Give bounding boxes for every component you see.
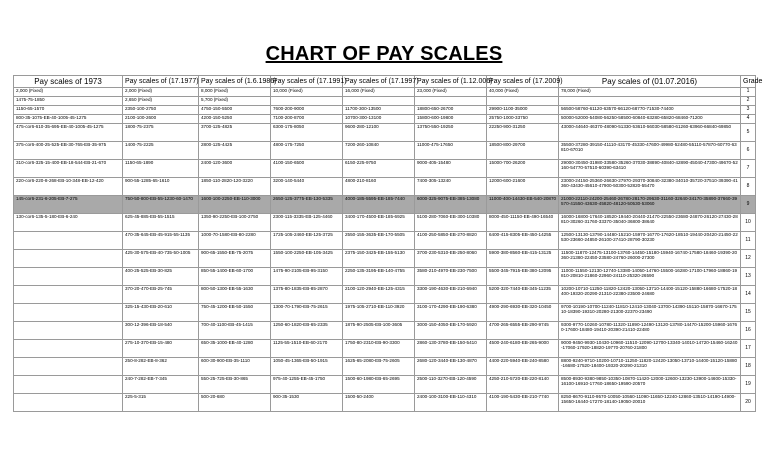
table-cell: 600-30-900-EB-35-1110 bbox=[199, 358, 271, 376]
table-cell: 25750-1000-33750 bbox=[487, 115, 559, 124]
table-cell: 300-12-396-EB-18-540 bbox=[123, 322, 199, 340]
table-cell: 2400-100-3100-EB-110-4310 bbox=[415, 394, 487, 412]
table-cell: 10200-10710-11250-11820-12420-13050-13710-14400-15120-15880-16680-17520-18400-19320-20290-21310-22380-23500-24680 bbox=[559, 286, 741, 304]
table-cell bbox=[487, 97, 559, 106]
table-cell: 375-cor6-400-25-525-EB-30-765-EB-35-975 bbox=[14, 142, 123, 160]
table-cell: 1400-75-2225 bbox=[123, 142, 199, 160]
table-cell: 1250-60-1820-EB-65-2335 bbox=[271, 322, 343, 340]
table-cell: 11000-11550-12130-12740-13380-14050-14760-15500-16280-17100-17960-18860-19810-20810-21860-22960-24110-25320-26590 bbox=[559, 268, 741, 286]
table-cell: 650-35-1000-EB-40-1280 bbox=[199, 340, 271, 358]
table-cell: 1475-90-2105-EB-95-3150 bbox=[271, 268, 343, 286]
header-cell: Pay scales of 1973 bbox=[14, 76, 123, 88]
table-cell: 4100-190-5430-EB-210-7740 bbox=[487, 394, 559, 412]
table-cell: 1975-105-2710-EB-110-3920 bbox=[343, 304, 415, 322]
table-cell: 2,000 (Fixed) bbox=[123, 88, 199, 97]
table-cell: 2250-135-3195-EB-140-4755 bbox=[343, 268, 415, 286]
table-cell: 240-7-282-EB-7-345 bbox=[123, 376, 199, 394]
table-cell: 13750-550-19250 bbox=[415, 124, 487, 142]
table-cell: 130-cor6-135-5-180-EB-6-240 bbox=[14, 214, 123, 232]
grade-cell: 8 bbox=[741, 178, 756, 196]
table-cell: 470-35-645-EB-45-915-55-1135 bbox=[123, 232, 199, 250]
table-row bbox=[14, 214, 756, 232]
table-cell: 18800-650-26700 bbox=[415, 106, 487, 115]
grade-cell: 7 bbox=[741, 160, 756, 178]
grade-cell: 18 bbox=[741, 358, 756, 376]
table-cell: 12000-600-21600 bbox=[487, 178, 559, 196]
grade-cell: 11 bbox=[741, 232, 756, 250]
table-cell: 900-55-1285-65-1610 bbox=[123, 178, 199, 196]
table-cell: 550-25-725-EB-30-865 bbox=[199, 376, 271, 394]
table-cell: 40,000 (Fixed) bbox=[487, 88, 559, 97]
table-cell bbox=[14, 250, 123, 268]
table-row bbox=[14, 124, 756, 142]
table-row bbox=[14, 178, 756, 196]
grade-cell: 17 bbox=[741, 340, 756, 358]
table-cell: 7200-260-10840 bbox=[343, 142, 415, 160]
table-cell: 1475-75-1850 bbox=[14, 97, 123, 106]
table-cell bbox=[14, 340, 123, 358]
table-cell: 6400-415-8305-EB-450-14255 bbox=[487, 232, 559, 250]
header-cell: Pay scales of (17.2009) bbox=[487, 76, 559, 88]
table-cell: 4100-150-6500 bbox=[271, 160, 343, 178]
grade-cell: 9 bbox=[741, 196, 756, 214]
table-cell: 900-35-1530 bbox=[271, 394, 343, 412]
table-cell: 1600-100-2250-EB-110-3000 bbox=[199, 196, 271, 214]
table-row bbox=[14, 232, 756, 250]
table-cell: 4000-185-5595-EB-185-7440 bbox=[343, 196, 415, 214]
table-cell: 43000-44640-46370-48090-51330-53610-56030-58580-61260-63960-66840-69850 bbox=[559, 124, 741, 142]
table-cell: 11000-400-14430-EB-540-20870 bbox=[487, 196, 559, 214]
table-cell: 310-cor6-325-15-400-EB-18-544-EB-21-670 bbox=[14, 160, 123, 178]
table-cell: 2800-125-4425 bbox=[199, 142, 271, 160]
table-row bbox=[14, 115, 756, 124]
header-cell: Pay scales of (1.6.1986) bbox=[199, 76, 271, 88]
table-cell: 18500-800-29700 bbox=[487, 142, 559, 160]
table-cell: 7100-200-8700 bbox=[271, 115, 343, 124]
table-cell: 2550-155-3635-EB-170-5505 bbox=[343, 232, 415, 250]
table-cell: 1150-65-1890 bbox=[123, 160, 199, 178]
table-cell: 78,000 (Fixed) bbox=[559, 88, 741, 97]
table-cell: 21000-22110-24200-25460-26780-28170-29630-31160-32640-34170-35890-37660-39570-41550-43630-45820-48120-50530-53060 bbox=[559, 196, 741, 214]
table-cell: 800-35-1075-EB-40-1005-45-1275 bbox=[14, 115, 123, 124]
table-row bbox=[14, 97, 756, 106]
table-cell: 1625-65-2080-EB-75-2605 bbox=[343, 358, 415, 376]
grade-cell: 6 bbox=[741, 142, 756, 160]
table-cell: 4800-175-7250 bbox=[271, 142, 343, 160]
table-cell: 23,000 (Fixed) bbox=[415, 88, 487, 97]
table-cell: 220-cor6-220-8-268-EB-10-348-EB-12-420 bbox=[14, 178, 123, 196]
table-cell: 1300-70-1790-EB-75-2615 bbox=[271, 304, 343, 322]
table-cell: 1150-65-1570 bbox=[14, 106, 123, 115]
table-row bbox=[14, 376, 756, 394]
table-cell: 5900-380-8560-EB-415-13125 bbox=[487, 250, 559, 268]
grade-cell: 13 bbox=[741, 268, 756, 286]
table-cell: 2860-130-3780-EB-150-5410 bbox=[415, 340, 487, 358]
table-cell: 9000-9450-9930-10430-10960-11510-12090-12700-13340-14010-14720-15460-16240-17060-17920-18820-19770-20760-21800 bbox=[559, 340, 741, 358]
table-row bbox=[14, 250, 756, 268]
grade-cell: 16 bbox=[741, 322, 756, 340]
table-row bbox=[14, 88, 756, 97]
table-cell: 12500-13130-13790-14480-15210-15970-16770-17620-18510-19440-20420-21450-22530-23660-24850-26100-27410-28790-30230 bbox=[559, 232, 741, 250]
table-cell: 23000-24150-25360-26630-27970-29370-30840-32380-34010-35720-37510-39390-41360-43430-45610-47900-50300-52820-55470 bbox=[559, 178, 741, 196]
grade-cell: 15 bbox=[741, 304, 756, 322]
table-cell: 625-45-885-EB-55-1515 bbox=[123, 214, 199, 232]
table-cell: 3200-140-5440 bbox=[271, 178, 343, 196]
pay-scales-table bbox=[13, 75, 763, 412]
table-cell: 3400-170-4500-EB-185-6925 bbox=[343, 214, 415, 232]
table-cell: 29000-30450-31980-33580-35260-37030-38890-40840-42890-45040-47300-49670-52160-54770-57510-60390-63410 bbox=[559, 160, 741, 178]
table-cell: 4900-290-6930-EB-320-10450 bbox=[487, 304, 559, 322]
table-cell: 225-5-315 bbox=[123, 394, 199, 412]
table-cell: 5200-320-7440-EB-345-11235 bbox=[487, 286, 559, 304]
table-cell: 2100-100-2600 bbox=[123, 115, 199, 124]
table-cell: 4700-265-6555-EB-290-9745 bbox=[487, 322, 559, 340]
table-body bbox=[14, 88, 756, 412]
table-cell: 6000-325-9075-EB-385-13080 bbox=[415, 196, 487, 214]
table-cell: 3580-210-4970-EB-230-7500 bbox=[415, 268, 487, 286]
table-row bbox=[14, 394, 756, 412]
table-cell: 3100-170-4290-EB-190-6380 bbox=[415, 304, 487, 322]
table-header-row bbox=[14, 76, 756, 88]
table-cell: 1850-110-2820-120-3220 bbox=[199, 178, 271, 196]
grade-cell: 4 bbox=[741, 115, 756, 124]
table-cell: 16000-16800-17640-18520-19440-20440-21470-22550-23680-24870-26120-27430-28810-30260-31760-33370-35040-36800-38640 bbox=[559, 214, 741, 232]
table-cell: 475-cor6-610-35-695-EB-40-1005-45-1275 bbox=[14, 124, 123, 142]
grade-cell: 2 bbox=[741, 97, 756, 106]
table-cell: 8800-9240-9710-10200-10710-11250-11820-12420-13050-13710-14400-15120-15880-16680-17520-18400-19320-20290-21310 bbox=[559, 358, 741, 376]
table-row bbox=[14, 142, 756, 160]
header-cell: Pay scales of (17.1997) bbox=[343, 76, 415, 88]
grade-cell: 1 bbox=[741, 88, 756, 97]
table-cell: 2300-115-3335-EB-125-4460 bbox=[271, 214, 343, 232]
grade-cell: 14 bbox=[741, 286, 756, 304]
table-cell: 2,650 (Fixed) bbox=[123, 97, 199, 106]
table-cell bbox=[271, 97, 343, 106]
table-cell bbox=[14, 322, 123, 340]
table-cell: 9700-10190-10700-11240-11810-12410-13040-13700-14390-15110-15870-16670-17510-18390-19310-20280-21300-22370-23490 bbox=[559, 304, 741, 322]
table-row bbox=[14, 340, 756, 358]
table-cell: 4800-210-8160 bbox=[343, 178, 415, 196]
table-row bbox=[14, 286, 756, 304]
table-cell: 6150-225-9750 bbox=[343, 160, 415, 178]
table-cell: 975-40-1255-EB-45-1750 bbox=[271, 376, 343, 394]
table-cell: 4400-220-5940-EB-240-8580 bbox=[487, 358, 559, 376]
table-cell bbox=[14, 304, 123, 322]
table-cell: 22250-900-31250 bbox=[487, 124, 559, 142]
table-cell: 145-cor6-231-6-205-EB-7-275 bbox=[14, 196, 123, 214]
table-cell: 11500-11870-12475-13100-13760-14450-15180-15940-16740-17580-18460-19390-20360-21380-22450-23580-24760-26000-27300 bbox=[559, 250, 741, 268]
table-cell bbox=[559, 97, 741, 106]
header-cell: Pay scales of (1.12.006) bbox=[415, 76, 487, 88]
table-cell: 1350-90-2250-EB-100-2750 bbox=[199, 214, 271, 232]
table-cell: 400-25-525-EB-30-825 bbox=[123, 268, 199, 286]
table-cell: 2650-125-3775-EB-130-5335 bbox=[271, 196, 343, 214]
table-cell: 4250-210-5720-EB-220-8140 bbox=[487, 376, 559, 394]
table-cell: 3700-125-4825 bbox=[199, 124, 271, 142]
table-cell: 275-10-370-EB-15-480 bbox=[123, 340, 199, 358]
table-cell: 2375-150-3425-EB-155-5130 bbox=[343, 250, 415, 268]
grade-cell: 19 bbox=[741, 376, 756, 394]
table-cell: 8500-8930-9380-9850-10350-10870-11420-12000-12600-13230-13900-14600-15330-16100-16910-17760-18650-19590-20570 bbox=[559, 376, 741, 394]
table-cell: 2,000 (Fixed) bbox=[14, 88, 123, 97]
table-row bbox=[14, 106, 756, 115]
table-cell: 11700-300-13500 bbox=[343, 106, 415, 115]
table-cell: 29900-1100-35000 bbox=[487, 106, 559, 115]
header-cell: Pay scales of (17.1977) bbox=[123, 76, 199, 88]
table-cell: 4500-240-6180-EB-265-9000 bbox=[487, 340, 559, 358]
table-cell: 4750-150-5500 bbox=[199, 106, 271, 115]
header-cell: Pay scales of (17.1991) bbox=[271, 76, 343, 88]
table-row bbox=[14, 304, 756, 322]
table-cell: 5500-345-7915-EB-380-12095 bbox=[487, 268, 559, 286]
table-cell: 850-55-1400-EB-60-1700 bbox=[199, 268, 271, 286]
table-row bbox=[14, 196, 756, 214]
table-cell: 1375-80-1835-EB-85-2870 bbox=[271, 286, 343, 304]
table-cell: 9600-280-12100 bbox=[343, 124, 415, 142]
table-cell: 15000-700-26200 bbox=[487, 160, 559, 178]
table-cell: 700-40-1100-EB-45-1415 bbox=[199, 322, 271, 340]
table-row bbox=[14, 358, 756, 376]
table-cell: 56500-58760-61120-63570-66120-68770-71530-74400 bbox=[559, 106, 741, 115]
table-cell: 8,000 (Fixed) bbox=[199, 88, 271, 97]
table-cell: 50000-52000-54080-56250-58500-60840-63280-65820-68460-71200 bbox=[559, 115, 741, 124]
table-cell: 1550-100-2250-EB-105-3425 bbox=[271, 250, 343, 268]
table-cell: 1000-70-1580-EB-80-2280 bbox=[199, 232, 271, 250]
table-cell: 370-20-470-EB-25-745 bbox=[123, 286, 199, 304]
table-cell bbox=[14, 232, 123, 250]
table-cell: 750-50-800-EB-55-1230-60-1470 bbox=[123, 196, 199, 214]
table-cell: 900-65-1550-EB-75-2075 bbox=[199, 250, 271, 268]
table-cell bbox=[14, 376, 123, 394]
header-cell: Pay scales of (01.07.2016) bbox=[559, 76, 741, 88]
table-cell: 11000-475-17650 bbox=[415, 142, 487, 160]
table-row bbox=[14, 268, 756, 286]
grade-cell: 3 bbox=[741, 106, 756, 115]
table-cell: 9000-405-15480 bbox=[415, 160, 487, 178]
table-cell: 6300-175-8050 bbox=[271, 124, 343, 142]
table-row bbox=[14, 160, 756, 178]
page-title: CHART OF PAY SCALES bbox=[265, 43, 503, 65]
table-cell: 1050-45-1365-EB-50-1915 bbox=[271, 358, 343, 376]
table-cell: 2350-100-2750 bbox=[123, 106, 199, 115]
header-cell: Grade bbox=[741, 76, 756, 88]
table-cell: 2100-120-2940-EB-125-4315 bbox=[343, 286, 415, 304]
table-cell: 2500-110-3270-EB-120-4590 bbox=[415, 376, 487, 394]
table-cell: 1750-80-2310-EB-90-3300 bbox=[343, 340, 415, 358]
table-cell: 1500-50-2400 bbox=[343, 394, 415, 412]
table-cell bbox=[14, 358, 123, 376]
table-cell: 4200-150-5250 bbox=[199, 115, 271, 124]
table-cell: 9300-9770-10260-10780-11320-11890-12490-13120-13780-14470-15200-15960-16760-17600-18480-19410-20390-21410-22480 bbox=[559, 322, 741, 340]
table-cell: 425-30-575-EB-40-735-50-1005 bbox=[123, 250, 199, 268]
table-cell: 1725-105-2460-EB-125-3725 bbox=[271, 232, 343, 250]
table-cell: 16,000 (Fixed) bbox=[343, 88, 415, 97]
table-cell: 3700-230-5310-EB-250-8060 bbox=[415, 250, 487, 268]
table-cell: 325-15-430-EB-20-610 bbox=[123, 304, 199, 322]
table-row bbox=[14, 322, 756, 340]
table-cell: 3300-190-4630-EB-210-6940 bbox=[415, 286, 487, 304]
table-cell: 800-50-1300-EB-55-1630 bbox=[199, 286, 271, 304]
table-cell: 5100-280-7060-EB-300-10380 bbox=[415, 214, 487, 232]
table-cell bbox=[14, 268, 123, 286]
table-cell: 5,700 (Fixed) bbox=[199, 97, 271, 106]
table-cell: 7400-305-13240 bbox=[415, 178, 487, 196]
table-cell: 15800-600-19800 bbox=[415, 115, 487, 124]
grade-cell: 5 bbox=[741, 124, 756, 142]
table-cell: 4100-250-5850-EB-270-8820 bbox=[415, 232, 487, 250]
table-cell: 10700-300-13100 bbox=[343, 115, 415, 124]
table-cell bbox=[415, 97, 487, 106]
table-cell: 2400-120-3600 bbox=[199, 160, 271, 178]
table-cell: 10,000 (Fixed) bbox=[271, 88, 343, 97]
table-cell: 3000-150-4050-EB-170-5920 bbox=[415, 322, 487, 340]
table-cell: 2680-120-3440-EB-130-4870 bbox=[415, 358, 487, 376]
table-cell: 250-8-282-EB-8-362 bbox=[123, 358, 199, 376]
table-cell: 8000-450-11150-EB-490-16540 bbox=[487, 214, 559, 232]
table-cell: 1800-75-2375 bbox=[123, 124, 199, 142]
table-cell: 8250-8670-9110-9570-10050-10560-11090-11650-12240-12860-13510-14190-14900-15650-16440-17270-18140-19050-20010 bbox=[559, 394, 741, 412]
table-cell: 1875-90-2505-EB-100-3605 bbox=[343, 322, 415, 340]
grade-cell: 10 bbox=[741, 214, 756, 232]
grade-cell: 20 bbox=[741, 394, 756, 412]
table-cell bbox=[14, 286, 123, 304]
table-cell: 7600-200-9000 bbox=[271, 106, 343, 115]
table-cell bbox=[14, 394, 123, 412]
grade-cell: 12 bbox=[741, 250, 756, 268]
table-cell: 1125-55-1510-EB-60-2170 bbox=[271, 340, 343, 358]
table-cell bbox=[343, 97, 415, 106]
table-cell: 750-45-1200-EB-50-1550 bbox=[199, 304, 271, 322]
table-cell: 1500-60-1980-EB-65-2695 bbox=[343, 376, 415, 394]
table-cell: 500-20-680 bbox=[199, 394, 271, 412]
table-cell: 35500-37280-39150-41110-43170-45330-47600-49980-52480-55110-57870-60770-63810-67010 bbox=[559, 142, 741, 160]
